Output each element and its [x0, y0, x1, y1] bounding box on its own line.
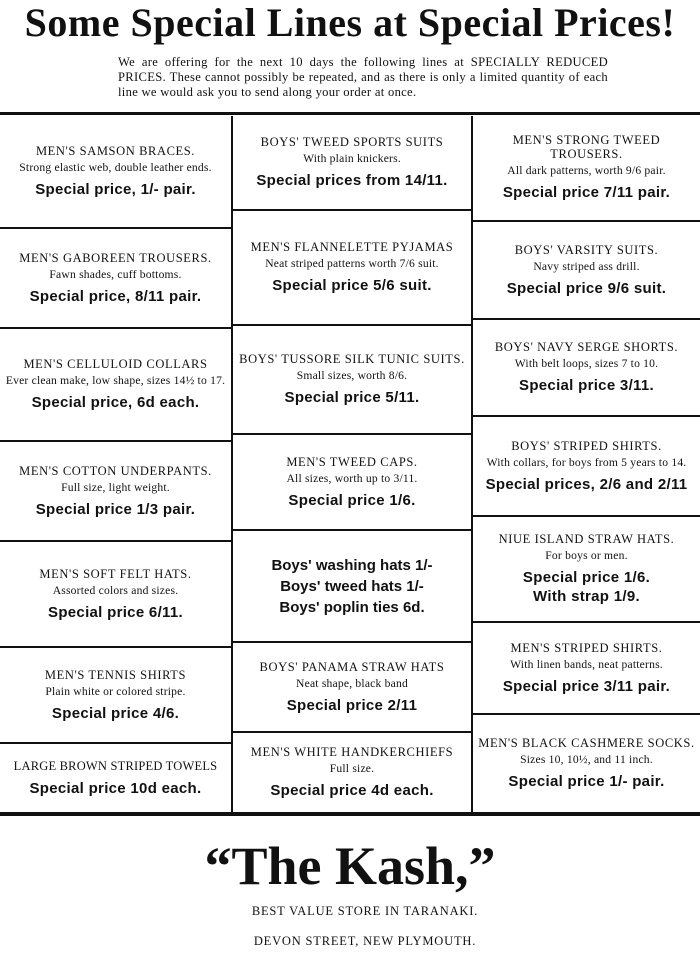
product-name: MEN'S TENNIS SHIRTS — [44, 667, 187, 682]
product-description: Full size. — [329, 762, 375, 775]
product-cell — [473, 220, 700, 318]
headline: Some Special Lines at Special Prices! — [24, 0, 676, 45]
product-name: BOYS' STRIPED SHIRTS. — [511, 438, 662, 453]
product-price: Special price 5/11. — [284, 389, 420, 406]
hats-ties-line: Boys' washing hats 1/- — [271, 556, 433, 574]
product-cell — [233, 433, 471, 529]
column-2 — [233, 115, 471, 812]
product-name: MEN'S FLANNELETTE PYJAMAS — [250, 240, 454, 254]
product-price: Special price 7/11 pair. — [502, 184, 671, 201]
product-price: Special price 3/11 pair. — [502, 677, 671, 695]
product-description: Full size, light weight. — [61, 480, 170, 494]
product-description: Strong elastic web, double leather ends. — [19, 160, 212, 174]
product-description: Neat striped patterns worth 7/6 suit. — [265, 257, 439, 270]
product-name: LARGE BROWN STRIPED TOWELS — [13, 758, 218, 773]
product-name: MEN'S COTTON UNDERPANTS. — [19, 463, 212, 478]
column-1 — [0, 115, 231, 812]
product-name: MEN'S TWEED CAPS. — [286, 454, 418, 469]
hats-ties-line: Boys' poplin ties 6d. — [279, 598, 425, 616]
product-cell — [233, 324, 471, 433]
product-name: MEN'S CELLULOID COLLARS — [23, 357, 208, 371]
product-cell — [473, 318, 700, 415]
product-description: Small sizes, worth 8/6. — [296, 369, 408, 382]
product-cell — [473, 713, 700, 812]
product-cell — [0, 440, 231, 540]
product-cell — [233, 731, 471, 812]
product-name: BOYS' VARSITY SUITS. — [514, 242, 659, 257]
product-name: MEN'S SAMSON BRACES. — [35, 143, 196, 158]
product-cell — [473, 515, 700, 621]
product-description: Assorted colors and sizes. — [52, 583, 179, 597]
product-price: Special price 1/3 pair. — [35, 500, 196, 518]
price-grid — [0, 112, 700, 816]
hats-ties-line: Boys' tweed hats 1/- — [280, 577, 424, 595]
product-cell — [0, 327, 231, 440]
product-price-with-strap: With strap 1/9. — [533, 588, 640, 605]
product-name: MEN'S WHITE HANDKERCHIEFS — [250, 745, 454, 759]
product-name: MEN'S STRONG TWEED TROUSERS. — [512, 133, 661, 161]
product-cell — [0, 227, 231, 327]
product-name: MEN'S BLACK CASHMERE SOCKS. — [478, 736, 695, 750]
product-cell — [473, 415, 700, 515]
product-description: Sizes 10, 10½, and 11 inch. — [520, 753, 653, 766]
store-address: DEVON STREET, NEW PLYMOUTH. — [253, 934, 477, 948]
product-description: With plain knickers. — [303, 151, 401, 165]
product-price: Special price 10d each. — [29, 779, 202, 797]
product-cell — [0, 540, 231, 646]
product-cell — [473, 115, 700, 220]
product-cell — [0, 646, 231, 742]
product-price: Special price, 6d each. — [31, 394, 200, 411]
product-description: With linen bands, neat patterns. — [510, 657, 663, 671]
product-price: Special price 1/6. — [522, 569, 651, 586]
column-3 — [473, 115, 700, 812]
product-description: With belt loops, sizes 7 to 10. — [514, 357, 659, 370]
product-description: Ever clean make, low shape, sizes 14½ to 17. — [5, 374, 226, 387]
product-price: Special prices from 14/11. — [256, 171, 448, 189]
product-description: Fawn shades, cuff bottoms. — [49, 267, 182, 281]
product-cell — [233, 209, 471, 324]
product-description: Navy striped ass drill. — [533, 259, 640, 273]
product-price: Special prices, 2/6 and 2/11 — [485, 475, 688, 493]
product-price: Special price 1/- pair. — [508, 773, 665, 790]
product-price: Special price, 1/- pair. — [35, 180, 196, 198]
product-name: MEN'S GABOREEN TROUSERS. — [19, 250, 212, 265]
product-price: Special price 1/6. — [288, 491, 416, 509]
product-name: BOYS' TWEED SPORTS SUITS — [260, 134, 444, 149]
product-name: BOYS' TUSSORE SILK TUNIC SUITS. — [239, 352, 465, 366]
product-cell — [0, 742, 231, 812]
product-cell — [233, 641, 471, 731]
product-cell — [233, 115, 471, 209]
store-tagline: BEST VALUE STORE IN TARANAKI. — [251, 904, 479, 918]
product-name: MEN'S STRIPED SHIRTS. — [510, 640, 663, 655]
product-price: Special price, 8/11 pair. — [29, 287, 202, 305]
product-name: NIUE ISLAND STRAW HATS. — [498, 532, 675, 546]
product-price: Special price 6/11. — [48, 603, 183, 621]
product-name: BOYS' NAVY SERGE SHORTS. — [494, 340, 679, 354]
product-name: MEN'S SOFT FELT HATS. — [39, 566, 192, 581]
product-description: All dark patterns, worth 9/6 pair. — [507, 164, 666, 177]
product-description: Neat shape, black band — [296, 676, 408, 690]
product-price: Special price 4d each. — [270, 782, 434, 799]
product-cell — [0, 115, 231, 227]
product-price: Special price 5/6 suit. — [272, 277, 432, 294]
intro-paragraph: We are offering for the next 10 days the following lines at SPECIALLY REDUCED PRICES. These cannot possibly be repeated, and as there is only a limited quantity of each line we would ask you to send along your order at once. — [118, 55, 608, 99]
product-name: BOYS' PANAMA STRAW HATS — [259, 659, 445, 674]
product-description: With collars, for boys from 5 years to 14. — [486, 455, 687, 469]
product-description: All sizes, worth up to 3/11. — [286, 471, 418, 485]
product-description: Plain white or colored stripe. — [45, 684, 186, 698]
product-price: Special price 3/11. — [519, 377, 654, 394]
product-price: Special price 4/6. — [51, 704, 180, 722]
product-description: For boys or men. — [545, 549, 628, 562]
footer — [0, 816, 700, 961]
product-price: Special price 9/6 suit. — [506, 279, 667, 297]
product-cell — [233, 529, 471, 641]
product-price: Special price 2/11 — [286, 696, 418, 714]
product-cell — [473, 621, 700, 713]
store-name: “The Kash,” — [204, 836, 496, 896]
